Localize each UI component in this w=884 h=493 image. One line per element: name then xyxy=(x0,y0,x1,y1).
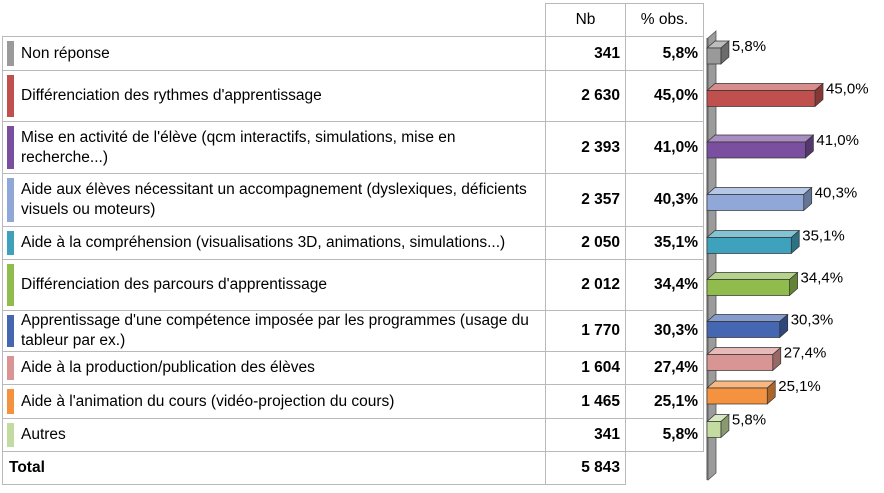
bar-top xyxy=(707,231,799,238)
row-label: Aide à la production/publication des élèves xyxy=(21,359,315,376)
data-label: 34,4% xyxy=(800,269,844,287)
row-percent: 27,4% xyxy=(626,352,704,385)
bar-top xyxy=(707,135,813,142)
row-label: Apprentissage d'une compétence imposée par les programmes (usage du tableur par ex.) xyxy=(21,312,529,349)
bar-top xyxy=(707,84,823,91)
bar-top xyxy=(707,381,775,388)
bar-top xyxy=(707,348,781,355)
row-label: Différenciation des rythmes d'apprentissage xyxy=(21,87,322,104)
row-percent: 5,8% xyxy=(626,37,704,71)
data-label: 40,3% xyxy=(814,184,858,202)
bar xyxy=(707,422,721,438)
data-label: 45,0% xyxy=(826,80,869,98)
row-count: 1 465 xyxy=(546,385,626,419)
bar xyxy=(707,388,767,404)
row-count: 1 604 xyxy=(546,352,626,385)
row-percent: 30,3% xyxy=(626,311,704,352)
header-nb: Nb xyxy=(546,4,626,37)
row-label: Aide à l'animation du cours (vidéo-projection du cours) xyxy=(21,392,395,410)
row-label: Différenciation des parcours d'apprentissage xyxy=(21,276,327,293)
row-count: 2 393 xyxy=(546,122,626,174)
total-label: Total xyxy=(3,452,546,485)
row-percent: 41,0% xyxy=(626,122,704,174)
row-percent: 5,8% xyxy=(626,419,704,452)
row-label: Autres xyxy=(21,426,66,443)
row-percent: 45,0% xyxy=(626,71,704,122)
row-count: 2 012 xyxy=(546,260,626,311)
bar xyxy=(707,91,815,107)
bar xyxy=(707,142,805,158)
data-label: 35,1% xyxy=(802,227,845,245)
bar xyxy=(707,355,773,371)
row-label: Aide à la compréhension (visualisations 3D, animations, simulations...) xyxy=(21,234,506,251)
data-label: 5,8% xyxy=(731,411,767,429)
row-count: 2 050 xyxy=(546,227,626,260)
bar-top xyxy=(707,273,798,280)
row-label: Aide aux élèves nécessitant un accompagnement (dyslexiques, déficients visuels ou moteurs) xyxy=(21,181,527,218)
row-percent: 25,1% xyxy=(626,385,704,419)
row-percent: 34,4% xyxy=(626,260,704,311)
bar xyxy=(707,238,791,254)
row-count: 341 xyxy=(546,419,626,452)
data-label: 41,0% xyxy=(816,132,859,149)
row-count: 2 357 xyxy=(546,174,626,227)
data-label: 5,8% xyxy=(731,38,767,55)
row-count: 341 xyxy=(546,37,626,71)
row-count: 1 770 xyxy=(546,311,626,352)
header-pct: % obs. xyxy=(626,4,704,37)
row-percent: 40,3% xyxy=(626,174,704,227)
row-label: Mise en activité de l'élève (qcm interactifs, simulations, mise en recherche...) xyxy=(21,128,456,166)
bar-top xyxy=(707,188,812,195)
bar xyxy=(707,322,780,338)
bar xyxy=(707,195,804,211)
data-label: 27,4% xyxy=(783,344,827,362)
data-label: 25,1% xyxy=(778,378,821,395)
bar xyxy=(707,48,721,64)
row-label: Non réponse xyxy=(21,44,110,62)
row-count: 2 630 xyxy=(546,71,626,122)
total-count: 5 843 xyxy=(546,452,626,485)
data-label: 30,3% xyxy=(790,311,834,329)
bar-top xyxy=(707,315,788,322)
row-percent: 35,1% xyxy=(626,227,704,260)
bar xyxy=(707,280,790,296)
